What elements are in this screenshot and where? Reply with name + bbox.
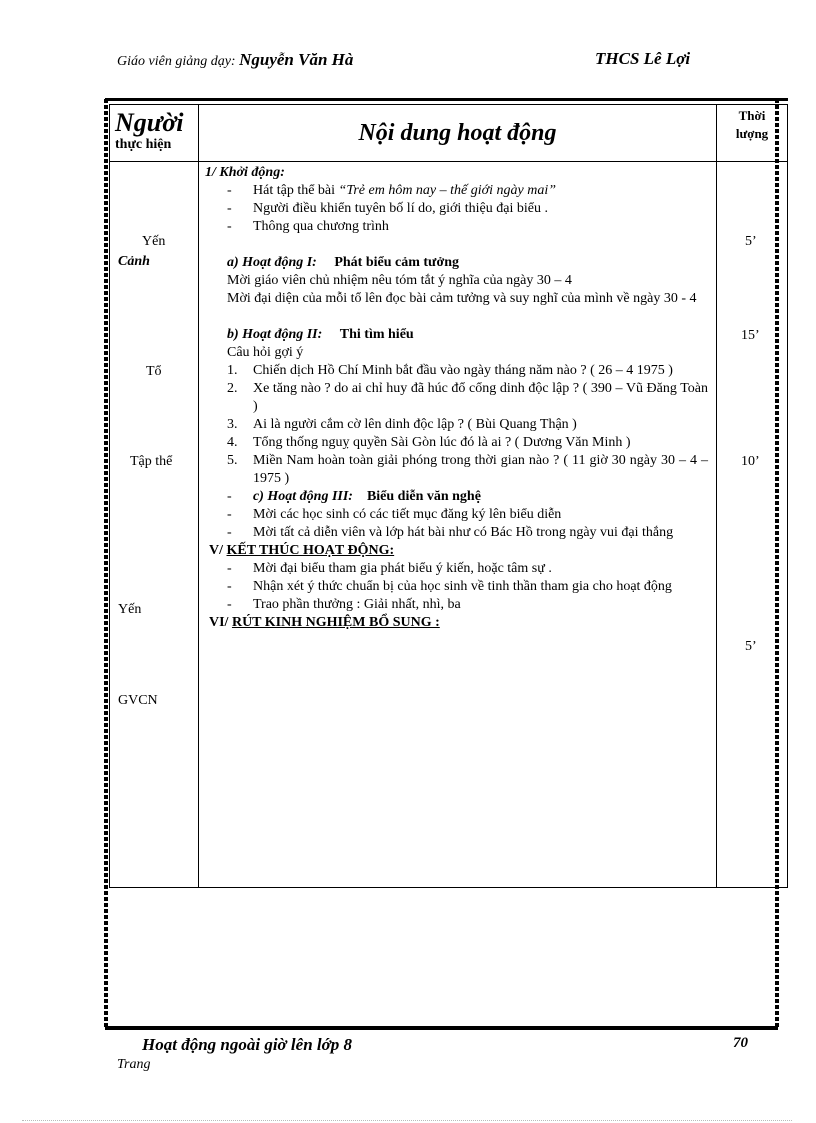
dash-marker: - — [227, 201, 232, 216]
list-item — [227, 524, 708, 542]
question-item — [227, 434, 708, 452]
list-item — [227, 560, 708, 578]
duration-value: 10’ — [741, 454, 760, 469]
person-gvcn: GVCN — [118, 693, 158, 708]
list-item — [227, 218, 708, 236]
vi-title: RÚT KINH NGHIỆM BỔ SUNG : — [231, 615, 440, 630]
s1-item1-text: Hát tập thể bài — [253, 183, 336, 198]
question-text: Ai là người cắm cờ lên dinh độc lập ? ( Bùi Quang Thận ) — [253, 417, 577, 432]
a-title: a) Hoạt động I: — [227, 255, 317, 270]
list-item — [227, 578, 708, 596]
question-text: Chiến dịch Hồ Chí Minh bắt đầu vào ngày tháng năm nào ? ( 26 – 4 1975 ) — [253, 363, 673, 378]
list-item — [227, 200, 708, 218]
school-name: THCS Lê Lợi — [595, 49, 691, 68]
person-tap-the: Tập thể — [130, 454, 173, 469]
c-title: c) Hoạt động III: — [253, 489, 353, 504]
b-sub: Thi tìm hiểu — [339, 327, 414, 342]
number-marker: 3. — [227, 417, 238, 432]
list-item — [227, 506, 708, 524]
dash-marker: - — [227, 525, 232, 540]
duration-value: 15’ — [741, 328, 760, 343]
person-yen-1: Yến — [142, 234, 166, 249]
b-heading — [205, 326, 708, 344]
vi-num: VI/ — [209, 615, 229, 630]
list-item — [227, 596, 708, 614]
a-para2: Mời đại diện của mỗi tổ lên đọc bài cảm tưởng và suy nghĩ của mình về ngày 30 - 4 — [227, 291, 697, 306]
question-text: Tổng thống nguỵ quyền Sài Gòn lúc đó là ai ? ( Dương Văn Minh ) — [253, 435, 631, 450]
left-dashed-border — [104, 99, 108, 1029]
question-text: Xe tăng nào ? do ai chỉ huy đã húc đổ cổng dinh độc lập ? ( 390 – Vũ Đăng Toàn ) — [253, 381, 708, 414]
person-to: Tổ — [146, 364, 162, 379]
question-item — [227, 452, 708, 488]
teacher-name: Nguyễn Văn Hà — [239, 50, 354, 69]
teacher-label: Giáo viên giảng dạy: — [117, 54, 236, 69]
number-marker: 2. — [227, 381, 238, 396]
question-item — [227, 416, 708, 434]
section-vi-heading — [209, 614, 708, 632]
person-column — [110, 162, 199, 888]
c-heading — [227, 488, 708, 506]
bottom-border — [105, 1026, 778, 1030]
a-heading — [205, 254, 708, 272]
col-header-person-title: Người — [115, 108, 184, 137]
s1-item3-text: Thông qua chương trình — [253, 219, 389, 234]
a-sub: Phát biểu cảm tưởng — [334, 255, 459, 270]
dash-marker: - — [227, 597, 232, 612]
s1-item2-text: Người điều khiển tuyên bố lí do, giới thiệu đại biểu . — [253, 201, 548, 216]
song-title: “Trẻ em hôm nay – thế giới ngày mai” — [338, 183, 556, 198]
duration-value: 5’ — [745, 639, 757, 654]
dash-marker: - — [227, 183, 232, 198]
v-item2-text: Nhận xét ý thức chuẩn bị của học sinh về tinh thần tham gia cho hoạt động — [253, 579, 672, 594]
dash-marker: - — [227, 579, 232, 594]
duration-title-1: Thời — [738, 108, 766, 123]
table-body-row — [110, 162, 788, 888]
table-header-row — [110, 105, 788, 162]
question-item — [227, 380, 708, 416]
col-header-content: Nội dung hoạt động — [199, 105, 717, 162]
v-title: KẾT THÚC HOẠT ĐỘNG: — [226, 543, 395, 558]
b-title: b) Hoạt động II: — [227, 327, 323, 342]
dash-marker: - — [227, 489, 232, 504]
a-para1: Mời giáo viên chủ nhiệm nêu tóm tắt ý nghĩa của ngày 30 – 4 — [227, 273, 572, 288]
duration-column — [717, 162, 788, 888]
teacher-line — [117, 50, 353, 70]
b-intro: Câu hỏi gợi ý — [227, 345, 304, 360]
v-num: V/ — [209, 543, 223, 558]
question-item — [227, 362, 708, 380]
dash-marker: - — [227, 507, 232, 522]
c-sub: Biểu diễn văn nghệ — [366, 489, 481, 504]
v-item1-text: Mời đại biểu tham gia phát biểu ý kiến, hoặc tâm sự . — [253, 561, 552, 576]
page-number: 70 — [733, 1035, 748, 1051]
col-header-duration — [717, 105, 788, 162]
header-rule — [105, 98, 788, 101]
c-item2-text: Mời tất cả diễn viên và lớp hát bài như có Bác Hồ trong ngày vui đại thắng — [253, 525, 674, 540]
activity-table — [109, 104, 788, 888]
duration-value: 5’ — [745, 234, 757, 249]
duration-title-2: lượng — [735, 126, 769, 141]
section-v-heading — [209, 542, 708, 560]
dash-marker: - — [227, 219, 232, 234]
s1-title: 1/ Khởi động: — [205, 165, 285, 180]
col-header-person-sub: thực hiện — [115, 137, 172, 152]
number-marker: 1. — [227, 363, 238, 378]
question-text: Miền Nam hoàn toàn giải phóng trong thời gian nào ? ( 11 giờ 30 ngày 30 – 4 –1975 ) — [253, 453, 708, 486]
person-canh: Cảnh — [118, 254, 150, 269]
list-item — [227, 182, 708, 200]
number-marker: 4. — [227, 435, 238, 450]
dash-marker: - — [227, 561, 232, 576]
footer-trang: Trang — [117, 1057, 151, 1072]
content-column — [199, 162, 717, 888]
footer-title: Hoạt động ngoài giờ lên lớp 8 — [142, 1035, 352, 1054]
number-marker: 5. — [227, 453, 238, 468]
person-yen-2: Yến — [118, 602, 142, 617]
col-header-person — [110, 105, 199, 162]
c-item1-text: Mời các học sinh có các tiết mục đăng ký lên biểu diễn — [253, 507, 562, 522]
v-item3-text: Trao phần thưởng : Giải nhất, nhì, ba — [253, 597, 461, 612]
bottom-dotted-line — [22, 1120, 792, 1121]
